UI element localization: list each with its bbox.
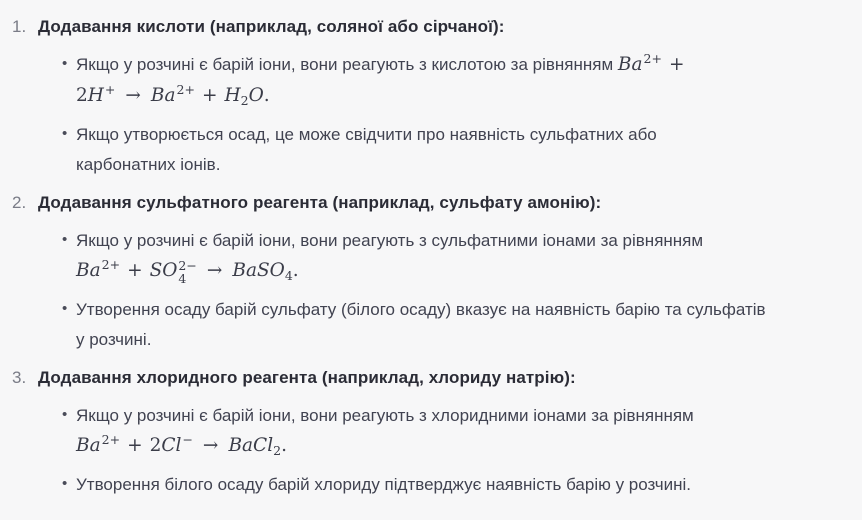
body-text: Якщо у розчині є барій іони, вони реагують з хлоридними іонами за рівнянням	[76, 406, 694, 425]
math-variable: O	[248, 85, 264, 106]
math-superscript: 2+	[643, 51, 662, 66]
bullet-item	[62, 401, 842, 462]
bullet-list	[62, 50, 842, 180]
math-subscript: 2	[240, 93, 249, 108]
bullet-item	[62, 50, 842, 112]
inline-math-equation	[617, 51, 692, 75]
math-variable: Ba	[76, 260, 101, 281]
inline-math-equation	[76, 257, 299, 286]
math-subscript: 4	[178, 271, 187, 286]
bullet-list	[62, 401, 842, 500]
text-line	[76, 150, 842, 180]
math-sup-sub-stack	[178, 259, 196, 285]
body-text: Утворення осаду барій сульфату (білого осаду) вказує на наявність барію та сульфатів	[76, 300, 766, 319]
text-line	[76, 401, 842, 431]
math-variable: BaCl	[228, 435, 274, 456]
math-superscript: 2+	[101, 432, 121, 447]
bullet-item	[62, 470, 842, 500]
math-superscript: 2−	[178, 257, 197, 273]
math-variable: BaSO	[232, 260, 285, 281]
math-operator: +	[127, 435, 143, 456]
body-text: Якщо утворюється осад, це може свідчити про наявність сульфатних або	[76, 125, 657, 144]
math-number: 2	[149, 435, 162, 456]
math-variable: SO	[149, 260, 178, 281]
math-number: .	[281, 435, 287, 456]
math-arrow: →	[206, 260, 223, 281]
math-operator: +	[668, 54, 685, 75]
math-variable: H	[224, 85, 241, 106]
body-text: Якщо у розчині є барій іони, вони реагують з кислотою за рівнянням	[76, 55, 618, 74]
text-line	[76, 120, 842, 150]
text-line	[76, 470, 842, 500]
math-variable: Ba	[76, 435, 101, 456]
math-operator: +	[127, 260, 143, 281]
list-item-2	[10, 188, 842, 355]
math-subscript: 2	[273, 443, 282, 458]
list-item-1	[10, 12, 842, 180]
body-text: карбонатних іонів.	[76, 155, 221, 174]
math-variable: Cl	[161, 435, 182, 456]
item-number: 1.	[12, 17, 27, 36]
math-arrow: →	[202, 435, 219, 456]
list-item-3	[10, 363, 842, 500]
text-line	[76, 81, 842, 112]
item-header-row	[10, 363, 842, 393]
text-line	[76, 256, 842, 287]
text-line	[76, 226, 842, 256]
body-text: у розчині.	[76, 330, 152, 349]
inline-math-equation	[76, 432, 287, 458]
bullet-item	[62, 226, 842, 287]
bullet-item	[62, 120, 842, 180]
math-number: .	[292, 260, 299, 281]
math-variable: Ba	[150, 85, 176, 106]
math-superscript: 2+	[176, 82, 195, 97]
text-line	[76, 50, 842, 81]
item-number: 2.	[12, 193, 27, 212]
item-header-row	[10, 188, 842, 218]
item-header: Додавання кислоти (наприклад, соляної або сірчаної):	[38, 17, 505, 36]
math-superscript: −	[182, 432, 193, 447]
math-number: 2	[76, 85, 88, 106]
math-operator: +	[201, 85, 218, 106]
text-line	[76, 295, 842, 325]
math-number: .	[263, 85, 270, 106]
math-arrow: →	[125, 85, 141, 106]
inline-math-equation	[76, 82, 270, 108]
body-text: Утворення білого осаду барій хлориду підтверджує наявність барію у розчині.	[76, 475, 691, 494]
body-text: Якщо у розчині є барій іони, вони реагують з сульфатними іонами за рівнянням	[76, 231, 704, 250]
item-number: 3.	[12, 368, 27, 387]
bullet-item	[62, 295, 842, 355]
math-variable: H	[87, 85, 104, 106]
math-superscript: +	[104, 82, 116, 97]
text-line	[76, 325, 842, 355]
item-header: Додавання сульфатного реагента (наприклад, сульфату амонію):	[38, 193, 602, 212]
item-header-row	[10, 12, 842, 42]
math-subscript: 4	[284, 268, 293, 283]
item-header: Додавання хлоридного реагента (наприклад, хлориду натрію):	[38, 368, 576, 387]
bullet-list	[62, 226, 842, 355]
math-variable: Ba	[617, 54, 643, 75]
text-line	[76, 431, 842, 462]
math-superscript: 2+	[101, 257, 121, 272]
